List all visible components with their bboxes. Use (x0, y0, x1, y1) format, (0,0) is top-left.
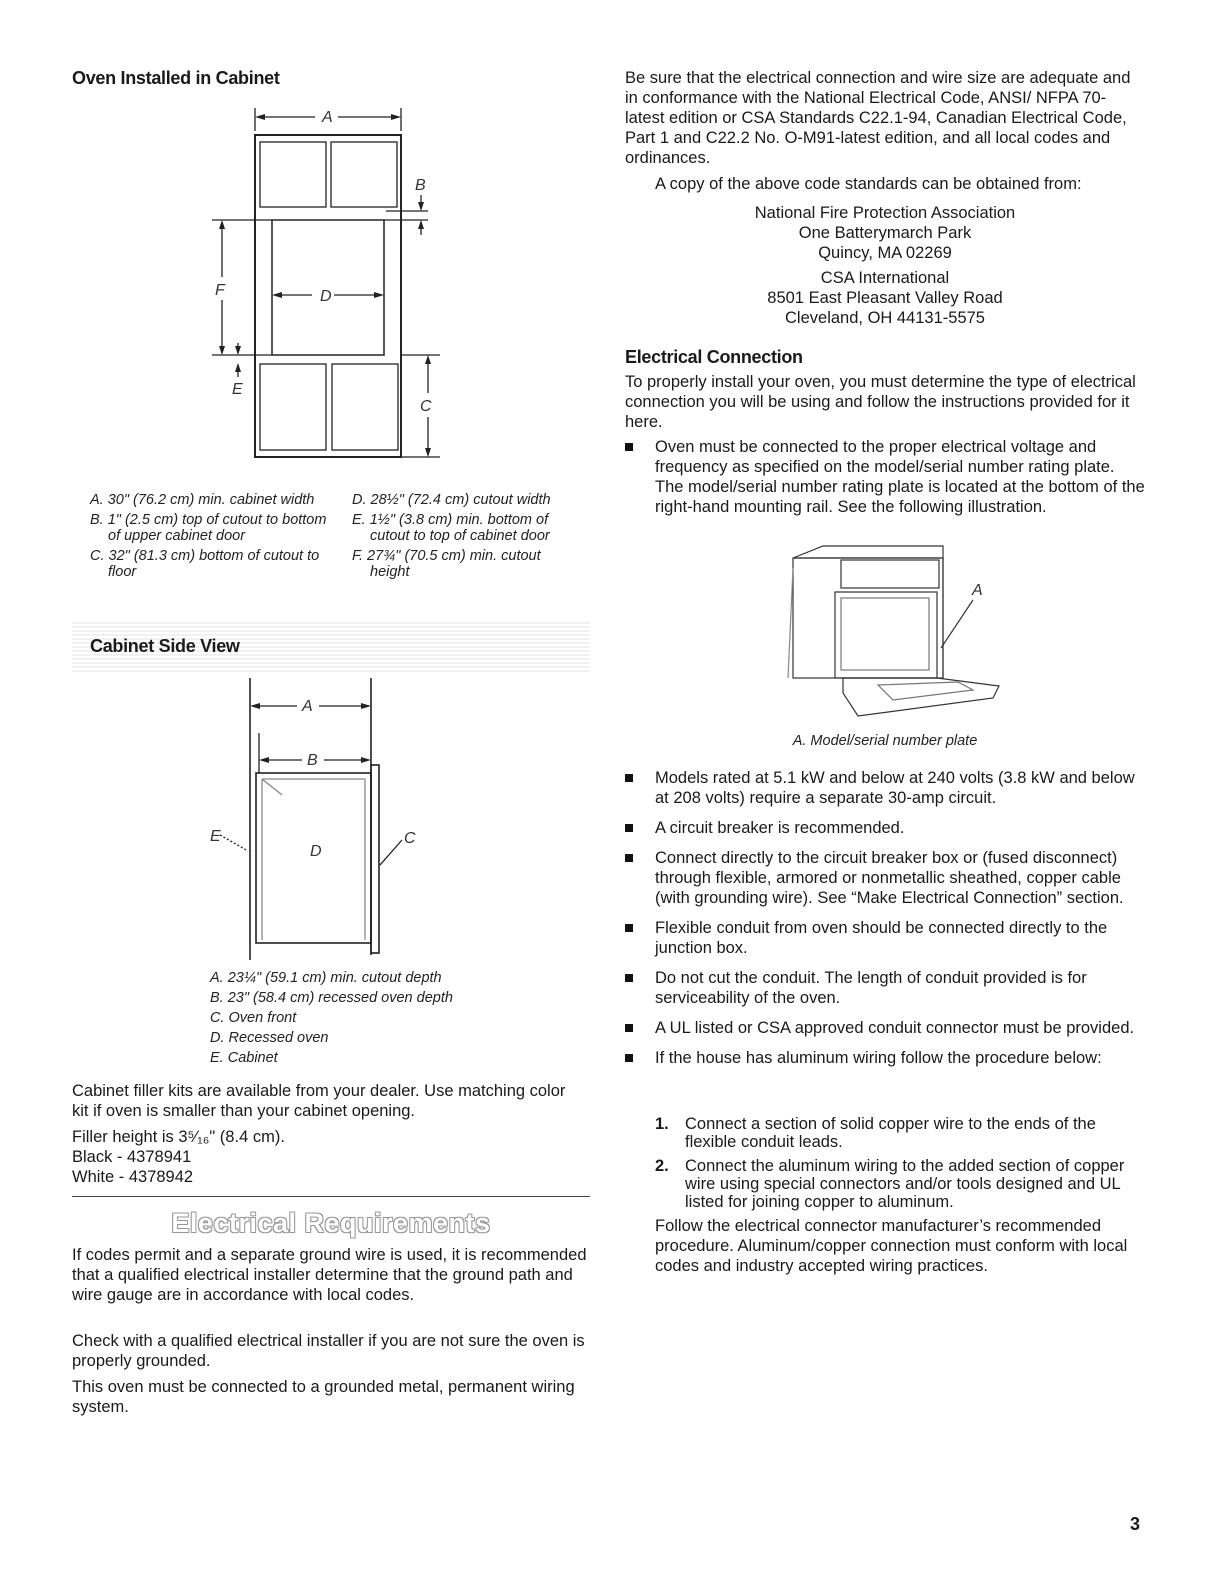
oven-installed-heading: Oven Installed in Cabinet (72, 68, 280, 88)
cabinet-front-diagram (72, 95, 590, 470)
section-divider (72, 1196, 590, 1197)
page-number: 3 (1129, 1514, 1140, 1534)
side-caption-a: A. 23¼" (59.1 cm) min. cutout depth (210, 970, 442, 986)
cabinet-captions-col1 (90, 492, 340, 584)
nfpa-city: Quincy, MA 02269 (818, 244, 952, 262)
dim-label-a: A (322, 109, 333, 126)
requirements-list (625, 768, 1145, 1078)
csa-address (625, 268, 1145, 328)
side-caption-b: B. 23" (58.4 cm) recessed oven depth (210, 990, 453, 1006)
bullet-ul-connector: A UL listed or CSA approved conduit connector must be provided. (625, 1018, 1145, 1038)
follow-manufacturer-paragraph: Follow the electrical connector manufacturer’s recommended procedure. Aluminum/copper connection must conform with local codes and industry accepted wiring practices. (655, 1217, 1128, 1275)
caption-a: A. 30" (76.2 cm) min. cabinet width (90, 492, 315, 508)
oven-caption: A. Model/serial number plate (792, 733, 978, 749)
bullet-aluminum: If the house has aluminum wiring follow the procedure below: (625, 1048, 1145, 1068)
side-caption-e: E. Cabinet (210, 1050, 278, 1066)
code-copy-line: A copy of the above code standards can be obtained from: (655, 175, 1082, 193)
bullet-breaker: A circuit breaker is recommended. (625, 818, 1145, 838)
cabinet-side-diagram (72, 675, 590, 965)
bullet-flex-conduit: Flexible conduit from oven should be connected directly to the junction box. (625, 918, 1145, 958)
side-view-captions (210, 968, 550, 1068)
csa-name: CSA International (820, 269, 950, 287)
electrical-connection-intro: To properly install your oven, you must determine the type of electrical connection you will be using and follow the instructions provided for it here. (625, 373, 1136, 431)
dim-label-b: B (415, 177, 426, 194)
caption-c: C. 32" (81.3 cm) bottom of cutout to floor (90, 548, 320, 580)
bullet-no-cut: Do not cut the conduit. The length of conduit provided is for serviceability of the oven. (625, 968, 1145, 1008)
oven-illustration (783, 538, 1013, 723)
filler-black-part: Black - 4378941 (72, 1148, 192, 1166)
side-view-banner (72, 620, 590, 672)
oven-label-a: A (972, 582, 983, 599)
side-label-e: E (210, 828, 221, 845)
caption-e: E. 1½" (3.8 cm) min. bottom of cutout to top of cabinet door (352, 512, 550, 544)
dim-label-e: E (232, 381, 243, 398)
side-view-heading: Cabinet Side View (90, 636, 240, 656)
bullet-voltage: Oven must be connected to the proper electrical voltage and frequency as specified on the model/serial number rating plate. The model/serial number rating plate is located at the bottom of the right-hand mounting rail. See the following illustration. (625, 437, 1145, 517)
side-label-a: A (302, 698, 313, 715)
bullet-rating: Models rated at 5.1 kW and below at 240 volts (3.8 kW and below at 208 volts) require a separate 30-amp circuit. (625, 768, 1145, 808)
caption-f: F. 27¾" (70.5 cm) min. cutout height (352, 548, 541, 580)
electrical-connection-heading: Electrical Connection (625, 347, 803, 367)
code-conformance-paragraph: Be sure that the electrical connection and wire size are adequate and in conformance with the National Electrical Code, ANSI/ NFPA 70-latest edition or CSA Standards C22.1-94, Canadian Electrical Code, Part 1 and C22.2 No. O-M91-latest edition, and all local codes and ordinances. (625, 69, 1131, 167)
nfpa-name: National Fire Protection Association (754, 204, 1016, 222)
nfpa-address (625, 203, 1145, 263)
filler-height: Filler height is 3⁵⁄₁₆" (8.4 cm). (72, 1128, 285, 1146)
filler-white-part: White - 4378942 (72, 1168, 194, 1186)
caption-d: D. 28½" (72.4 cm) cutout width (352, 492, 551, 508)
filler-kit-paragraph: Cabinet filler kits are available from your dealer. Use matching color kit if oven is smaller than your cabinet opening. (72, 1082, 566, 1120)
side-label-c: C (404, 830, 416, 847)
step-2: 2. Connect the aluminum wiring to the added section of copper wire using special connectors and/or tools designed and UL listed for joining copper to aluminum. (655, 1157, 1125, 1211)
electrical-requirements-heading: Electrical Requirements (171, 1208, 491, 1238)
side-label-d: D (310, 843, 322, 860)
elec-req-paragraph-1: If codes permit and a separate ground wire is used, it is recommended that a qualified electrical installer determine that the ground path and wire gauge are in accordance with local codes. (72, 1246, 587, 1304)
csa-street: 8501 East Pleasant Valley Road (767, 289, 1003, 307)
aluminum-steps (655, 1115, 1145, 1217)
caption-b: B. 1" (2.5 cm) top of cutout to bottom of upper cabinet door (90, 512, 327, 544)
dim-label-f: F (215, 282, 225, 299)
step-1: 1. Connect a section of solid copper wire to the ends of the flexible conduit leads. (655, 1115, 1096, 1151)
csa-city: Cleveland, OH 44131-5575 (785, 309, 985, 327)
nfpa-street: One Batterymarch Park (798, 224, 972, 242)
elec-req-paragraph-3: This oven must be connected to a grounded metal, permanent wiring system. (72, 1378, 575, 1416)
cabinet-captions-col2 (352, 492, 584, 584)
dim-label-d: D (320, 288, 332, 305)
dim-label-c: C (420, 398, 432, 415)
side-caption-d: D. Recessed oven (210, 1030, 329, 1046)
elec-req-paragraph-2: Check with a qualified electrical installer if you are not sure the oven is properly grounded. (72, 1332, 585, 1370)
bullet-connect-direct: Connect directly to the circuit breaker box or (fused disconnect) through flexible, armored or nonmetallic sheathed, copper cable (with grounding wire). See “Make Electrical Connection” section. (625, 848, 1145, 908)
side-caption-c: C. Oven front (210, 1010, 297, 1026)
side-label-b: B (307, 752, 318, 769)
